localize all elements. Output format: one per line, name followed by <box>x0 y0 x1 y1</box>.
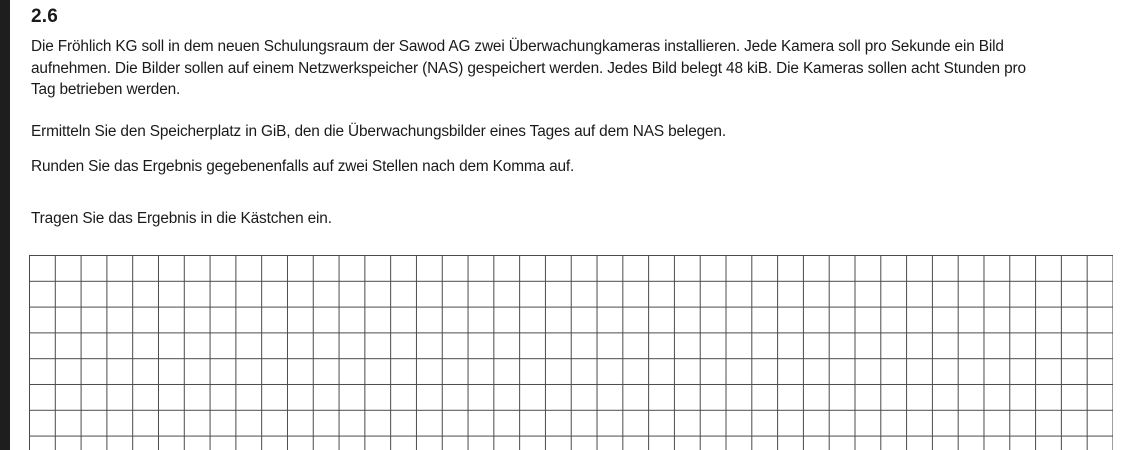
task-description-line: Die Fröhlich KG soll in dem neuen Schulungsraum der Sawod AG zwei Überwachungkameras installieren. Jede Kamera soll pro Sekunde ein Bild <box>31 38 1004 55</box>
left-edge-bar <box>0 0 10 450</box>
answer-grid[interactable] <box>29 255 1113 450</box>
task-question: Ermitteln Sie den Speicherplatz in GiB, den die Überwachungsbilder eines Tages auf dem NAS belegen. <box>31 123 726 140</box>
task-number: 2.6 <box>31 6 59 27</box>
rounding-note: Runden Sie das Ergebnis gegebenenfalls auf zwei Stellen nach dem Komma auf. <box>31 158 575 175</box>
task-description-line: Tag betrieben werden. <box>31 81 181 98</box>
task-description-line: aufnehmen. Die Bilder sollen auf einem Netzwerkspeicher (NAS) gespeichert werden. Jedes Bild belegt 48 kiB. Die Kameras sollen acht Stunden pro <box>31 59 1026 77</box>
task-description <box>31 36 1026 101</box>
answer-instruction: Tragen Sie das Ergebnis in die Kästchen ein. <box>31 210 332 227</box>
